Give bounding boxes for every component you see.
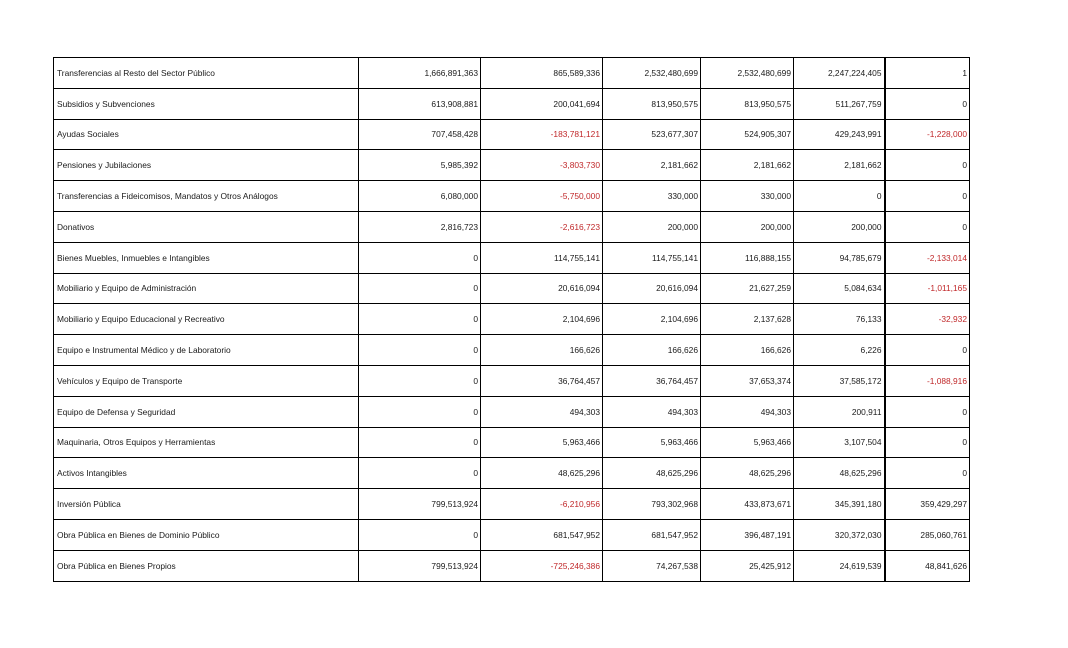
table-row <box>54 242 970 273</box>
table-row <box>54 365 970 396</box>
table-cell-col-6: 0 <box>885 181 970 212</box>
row-label: Subsidios y Subvenciones <box>54 88 359 119</box>
table-cell-col-5: 320,372,030 <box>794 519 885 550</box>
table-row <box>54 458 970 489</box>
table-row <box>54 211 970 242</box>
table-cell-col-4: 330,000 <box>701 181 794 212</box>
table-cell-col-6: 0 <box>885 211 970 242</box>
table-cell-col-3: 200,000 <box>603 211 701 242</box>
table-cell-col-5: 24,619,539 <box>794 550 885 581</box>
table-cell-col-5: 2,247,224,405 <box>794 58 885 89</box>
table-cell-col-1: 0 <box>359 273 481 304</box>
table-cell-col-4: 396,487,191 <box>701 519 794 550</box>
table-cell-col-6: 0 <box>885 427 970 458</box>
table-cell-col-3: 20,616,094 <box>603 273 701 304</box>
table-cell-col-4: 524,905,307 <box>701 119 794 150</box>
table-row <box>54 181 970 212</box>
table-cell-col-6: 359,429,297 <box>885 489 970 520</box>
table-cell-col-5: 345,391,180 <box>794 489 885 520</box>
table-cell-col-3: 2,181,662 <box>603 150 701 181</box>
row-label: Bienes Muebles, Inmuebles e Intangibles <box>54 242 359 273</box>
table-row <box>54 273 970 304</box>
table-cell-col-2: -2,616,723 <box>481 211 603 242</box>
table-row <box>54 550 970 581</box>
table-cell-col-3: 793,302,968 <box>603 489 701 520</box>
table-cell-col-4: 37,653,374 <box>701 365 794 396</box>
row-label: Equipo e Instrumental Médico y de Laboratorio <box>54 335 359 366</box>
table-row <box>54 150 970 181</box>
table-cell-col-4: 200,000 <box>701 211 794 242</box>
table-cell-col-4: 2,181,662 <box>701 150 794 181</box>
table-cell-col-2: 865,589,336 <box>481 58 603 89</box>
table-cell-col-5: 94,785,679 <box>794 242 885 273</box>
table-cell-col-5: 76,133 <box>794 304 885 335</box>
table-cell-col-2: -725,246,386 <box>481 550 603 581</box>
table-cell-col-2: 200,041,694 <box>481 88 603 119</box>
table-cell-col-1: 0 <box>359 365 481 396</box>
table-cell-col-6: 285,060,761 <box>885 519 970 550</box>
row-label: Transferencias a Fideicomisos, Mandatos y Otros Análogos <box>54 181 359 212</box>
table-cell-col-6: -1,011,165 <box>885 273 970 304</box>
table-cell-col-6: 0 <box>885 150 970 181</box>
table-cell-col-5: 429,243,991 <box>794 119 885 150</box>
row-label: Inversión Pública <box>54 489 359 520</box>
table-cell-col-1: 6,080,000 <box>359 181 481 212</box>
row-label: Obra Pública en Bienes Propios <box>54 550 359 581</box>
table-cell-col-4: 21,627,259 <box>701 273 794 304</box>
table-cell-col-6: 0 <box>885 458 970 489</box>
table-cell-col-2: -5,750,000 <box>481 181 603 212</box>
table-cell-col-3: 166,626 <box>603 335 701 366</box>
table-row <box>54 489 970 520</box>
row-label: Maquinaria, Otros Equipos y Herramientas <box>54 427 359 458</box>
row-label: Ayudas Sociales <box>54 119 359 150</box>
table-cell-col-3: 114,755,141 <box>603 242 701 273</box>
table-cell-col-3: 48,625,296 <box>603 458 701 489</box>
row-label: Vehículos y Equipo de Transporte <box>54 365 359 396</box>
table-cell-col-2: -183,781,121 <box>481 119 603 150</box>
table-cell-col-3: 813,950,575 <box>603 88 701 119</box>
table-cell-col-4: 2,137,628 <box>701 304 794 335</box>
table-cell-col-6: -1,088,916 <box>885 365 970 396</box>
table-cell-col-2: 114,755,141 <box>481 242 603 273</box>
table-cell-col-1: 0 <box>359 242 481 273</box>
table-cell-col-3: 523,677,307 <box>603 119 701 150</box>
table-cell-col-2: 2,104,696 <box>481 304 603 335</box>
row-label: Pensiones y Jubilaciones <box>54 150 359 181</box>
table-cell-col-3: 5,963,466 <box>603 427 701 458</box>
table-cell-col-1: 613,908,881 <box>359 88 481 119</box>
table-cell-col-1: 1,666,891,363 <box>359 58 481 89</box>
row-label: Activos Intangibles <box>54 458 359 489</box>
table-cell-col-2: 20,616,094 <box>481 273 603 304</box>
table-cell-col-5: 6,226 <box>794 335 885 366</box>
table-cell-col-1: 0 <box>359 519 481 550</box>
table-cell-col-1: 0 <box>359 458 481 489</box>
table-cell-col-3: 74,267,538 <box>603 550 701 581</box>
table-cell-col-4: 494,303 <box>701 396 794 427</box>
table-row <box>54 119 970 150</box>
table-cell-col-1: 5,985,392 <box>359 150 481 181</box>
table-cell-col-6: 0 <box>885 88 970 119</box>
row-label: Equipo de Defensa y Seguridad <box>54 396 359 427</box>
table-cell-col-6: -1,228,000 <box>885 119 970 150</box>
row-label: Mobiliario y Equipo de Administración <box>54 273 359 304</box>
table-cell-col-4: 166,626 <box>701 335 794 366</box>
table-row <box>54 427 970 458</box>
table-cell-col-1: 799,513,924 <box>359 489 481 520</box>
table-cell-col-5: 2,181,662 <box>794 150 885 181</box>
table-cell-col-1: 0 <box>359 396 481 427</box>
table-cell-col-4: 116,888,155 <box>701 242 794 273</box>
table-cell-col-6: 1 <box>885 58 970 89</box>
table-cell-col-2: 5,963,466 <box>481 427 603 458</box>
table-cell-col-5: 200,000 <box>794 211 885 242</box>
table-cell-col-2: -6,210,956 <box>481 489 603 520</box>
table-cell-col-5: 3,107,504 <box>794 427 885 458</box>
table-cell-col-3: 2,104,696 <box>603 304 701 335</box>
table-row <box>54 304 970 335</box>
table-row <box>54 335 970 366</box>
table-cell-col-1: 707,458,428 <box>359 119 481 150</box>
table-cell-col-5: 37,585,172 <box>794 365 885 396</box>
table-cell-col-2: 166,626 <box>481 335 603 366</box>
budget-table <box>53 57 970 582</box>
row-label: Donativos <box>54 211 359 242</box>
table-row <box>54 88 970 119</box>
table-cell-col-6: 0 <box>885 396 970 427</box>
table-cell-col-5: 0 <box>794 181 885 212</box>
table-cell-col-2: 36,764,457 <box>481 365 603 396</box>
table-cell-col-4: 813,950,575 <box>701 88 794 119</box>
table-cell-col-4: 2,532,480,699 <box>701 58 794 89</box>
table-row <box>54 396 970 427</box>
table-cell-col-1: 799,513,924 <box>359 550 481 581</box>
table-cell-col-2: -3,803,730 <box>481 150 603 181</box>
table-cell-col-6: -2,133,014 <box>885 242 970 273</box>
row-label: Obra Pública en Bienes de Dominio Público <box>54 519 359 550</box>
table-cell-col-3: 330,000 <box>603 181 701 212</box>
table-cell-col-5: 5,084,634 <box>794 273 885 304</box>
table-cell-col-1: 0 <box>359 427 481 458</box>
row-label: Transferencias al Resto del Sector Público <box>54 58 359 89</box>
table-row <box>54 58 970 89</box>
table-body <box>54 58 970 582</box>
table-cell-col-3: 36,764,457 <box>603 365 701 396</box>
table-cell-col-3: 494,303 <box>603 396 701 427</box>
table-cell-col-4: 433,873,671 <box>701 489 794 520</box>
table-row <box>54 519 970 550</box>
table-cell-col-4: 5,963,466 <box>701 427 794 458</box>
table-cell-col-6: 48,841,626 <box>885 550 970 581</box>
table-cell-col-6: -32,932 <box>885 304 970 335</box>
table-cell-col-1: 0 <box>359 304 481 335</box>
table-cell-col-4: 25,425,912 <box>701 550 794 581</box>
table-cell-col-2: 494,303 <box>481 396 603 427</box>
table-cell-col-5: 200,911 <box>794 396 885 427</box>
table-cell-col-5: 511,267,759 <box>794 88 885 119</box>
table-cell-col-3: 681,547,952 <box>603 519 701 550</box>
table-cell-col-4: 48,625,296 <box>701 458 794 489</box>
row-label: Mobiliario y Equipo Educacional y Recreativo <box>54 304 359 335</box>
table-cell-col-6: 0 <box>885 335 970 366</box>
table-cell-col-3: 2,532,480,699 <box>603 58 701 89</box>
table-cell-col-1: 2,816,723 <box>359 211 481 242</box>
table-cell-col-2: 681,547,952 <box>481 519 603 550</box>
table-cell-col-2: 48,625,296 <box>481 458 603 489</box>
table-cell-col-1: 0 <box>359 335 481 366</box>
table-cell-col-5: 48,625,296 <box>794 458 885 489</box>
